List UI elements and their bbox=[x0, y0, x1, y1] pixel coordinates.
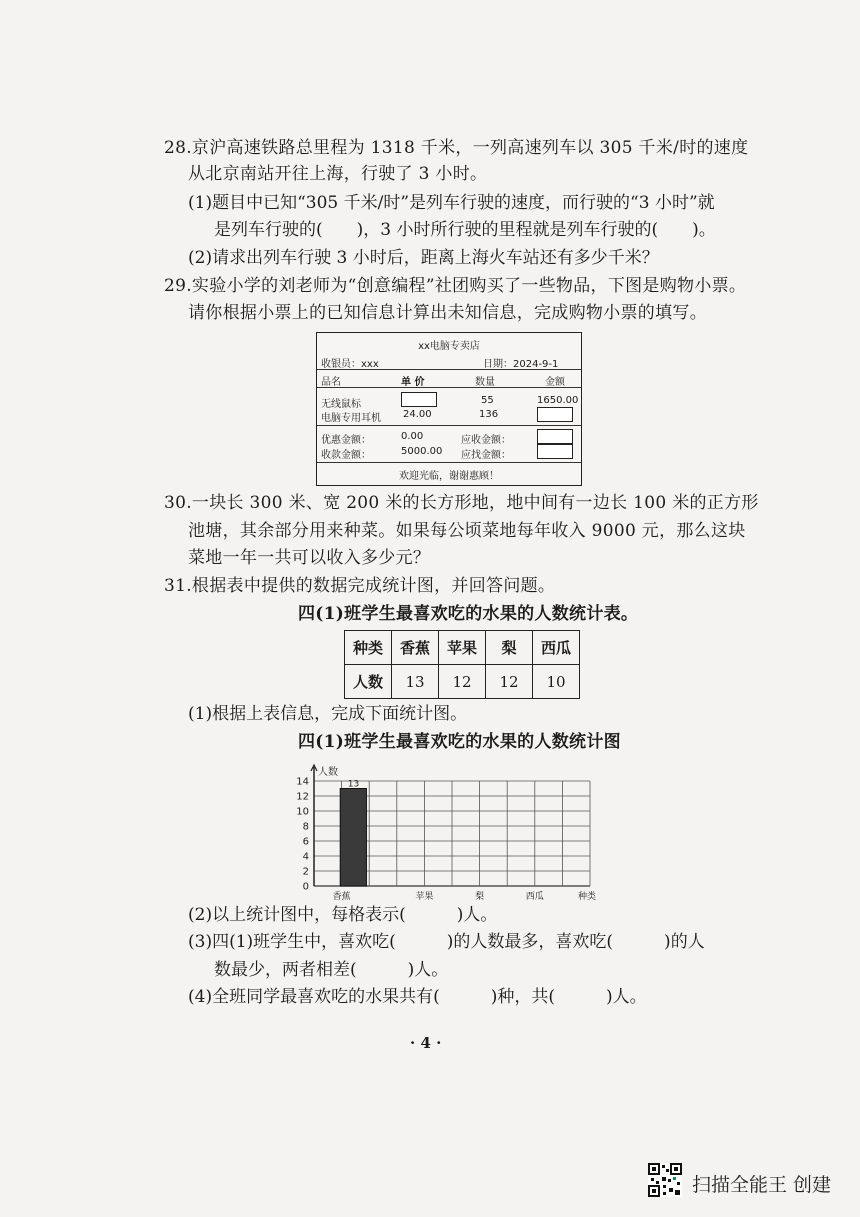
table-row bbox=[345, 665, 580, 699]
table-cell: 12 bbox=[486, 665, 533, 699]
table-cell: 种类 bbox=[345, 631, 392, 665]
receipt-divider bbox=[317, 462, 581, 463]
q31-sub3-line2: 数最少，两者相差( )人。 bbox=[214, 960, 449, 980]
receipt-store-name: xx电脑专卖店 bbox=[418, 341, 480, 352]
table-cell: 12 bbox=[439, 665, 486, 699]
receipt-received-value: 5000.00 bbox=[401, 446, 443, 457]
receipt-header-name: 品名 bbox=[321, 377, 341, 388]
q31-sub1: (1)根据上表信息，完成下面统计图。 bbox=[188, 704, 468, 724]
receipt-divider bbox=[317, 425, 581, 426]
q30-line2: 池塘，其余部分用来种菜。如果每公顷菜地每年收入 9000 元，那么这块 bbox=[188, 521, 746, 541]
table-cell: 10 bbox=[533, 665, 580, 699]
q28-sub1-line1: (1)题目中已知“305 千米/时”是列车行驶的速度，而行驶的“3 小时”就 bbox=[188, 193, 715, 213]
q28-line2: 从北京南站开往上海，行驶了 3 小时。 bbox=[188, 164, 488, 184]
receipt-discount-value: 0.00 bbox=[401, 431, 424, 442]
q31-sub3-line1: (3)四(1)班学生中，喜欢吃( )的人数最多，喜欢吃( )的人 bbox=[188, 932, 705, 952]
receipt-item1-amount: 1650.00 bbox=[537, 395, 579, 406]
y-tick-label: 2 bbox=[302, 866, 309, 878]
q28-line1: 28.京沪高速铁路总里程为 1318 千米，一列高速列车以 305 千米/时的速度 bbox=[164, 138, 749, 158]
receipt-thanks: 欢迎光临，谢谢惠顾！ bbox=[399, 471, 499, 482]
x-tick-label: 苹果 bbox=[415, 892, 434, 902]
receipt-divider bbox=[317, 387, 581, 388]
table-cell: 西瓜 bbox=[533, 631, 580, 665]
receipt-discount-label: 优惠金额： bbox=[321, 435, 371, 446]
receipt-item1-price-blank[interactable] bbox=[401, 392, 437, 407]
table-cell: 梨 bbox=[486, 631, 533, 665]
receipt-header-amount: 金额 bbox=[545, 377, 565, 388]
q30-line3: 菜地一年一共可以收入多少元？ bbox=[188, 548, 431, 568]
bar-香蕉 bbox=[340, 789, 366, 887]
y-tick-label: 4 bbox=[302, 851, 309, 863]
q28-sub1-line2: 是列车行驶的( )，3 小时所行驶的里程就是列车行驶的( )。 bbox=[214, 220, 716, 240]
receipt-receivable-blank[interactable] bbox=[537, 429, 573, 444]
data-label: 13 bbox=[347, 779, 360, 790]
y-tick-label: 12 bbox=[296, 791, 309, 803]
receipt-item2-price: 24.00 bbox=[403, 409, 432, 420]
receipt-receivable-label: 应收金额： bbox=[461, 435, 511, 446]
q29-line1: 29.实验小学的刘老师为“创意编程”社团购买了一些物品，下图是购物小票。 bbox=[164, 276, 747, 296]
q31-sub4: (4)全班同学最喜欢吃的水果共有( )种，共( )人。 bbox=[188, 987, 647, 1007]
receipt-header-price: 单 价 bbox=[401, 377, 425, 388]
receipt-change-label: 应找金额： bbox=[461, 450, 511, 461]
fruit-count-table bbox=[344, 630, 580, 699]
chart-title: 四(1)班学生最喜欢吃的水果的人数统计图 bbox=[298, 732, 621, 752]
receipt-date: 日期：2024-9-1 bbox=[483, 359, 559, 370]
y-axis-label: 人数 bbox=[318, 767, 338, 778]
page-number: · 4 · bbox=[410, 1034, 442, 1052]
x-tick-label: 西瓜 bbox=[525, 892, 544, 902]
x-tick-label: 香蕉 bbox=[332, 892, 351, 902]
fruit-bar-chart bbox=[282, 758, 602, 906]
receipt-item2-amount-blank[interactable] bbox=[537, 407, 573, 422]
receipt-received-label: 收款金额： bbox=[321, 450, 371, 461]
shopping-receipt bbox=[316, 332, 582, 486]
x-axis-label: 种类 bbox=[577, 892, 596, 902]
table-cell: 人数 bbox=[345, 665, 392, 699]
receipt-item2-name: 电脑专用耳机 bbox=[321, 413, 381, 424]
q31-line1: 31.根据表中提供的数据完成统计图，并回答问题。 bbox=[164, 576, 556, 596]
table-cell: 香蕉 bbox=[392, 631, 439, 665]
table-cell: 13 bbox=[392, 665, 439, 699]
receipt-cashier: 收银员：xxx bbox=[321, 359, 379, 370]
qr-code-icon bbox=[648, 1163, 682, 1197]
x-tick-label: 梨 bbox=[475, 892, 485, 902]
receipt-header-qty: 数量 bbox=[475, 377, 495, 388]
table-title: 四(1)班学生最喜欢吃的水果的人数统计表。 bbox=[298, 604, 639, 624]
y-tick-label: 14 bbox=[296, 776, 309, 788]
y-tick-label: 10 bbox=[296, 806, 309, 818]
q31-sub2: (2)以上统计图中，每格表示( )人。 bbox=[188, 905, 498, 925]
receipt-change-blank[interactable] bbox=[537, 444, 573, 459]
q29-line2: 请你根据小票上的已知信息计算出未知信息，完成购物小票的填写。 bbox=[188, 303, 707, 323]
y-tick-label: 8 bbox=[302, 821, 309, 833]
q28-sub2: (2)请求出列车行驶 3 小时后，距离上海火车站还有多少千米？ bbox=[188, 248, 659, 268]
y-tick-label: 0 bbox=[302, 881, 309, 893]
q30-line1: 30.一块长 300 米、宽 200 米的长方形地，地中间有一边长 100 米的正方形 bbox=[164, 493, 759, 513]
table-cell: 苹果 bbox=[439, 631, 486, 665]
y-tick-label: 6 bbox=[302, 836, 309, 848]
receipt-item1-qty: 55 bbox=[481, 395, 494, 406]
receipt-divider bbox=[317, 369, 581, 370]
table-row bbox=[345, 631, 580, 665]
watermark-text: 扫描全能王 创建 bbox=[692, 1174, 832, 1196]
receipt-item1-name: 无线鼠标 bbox=[321, 399, 361, 410]
receipt-item2-qty: 136 bbox=[479, 409, 499, 420]
